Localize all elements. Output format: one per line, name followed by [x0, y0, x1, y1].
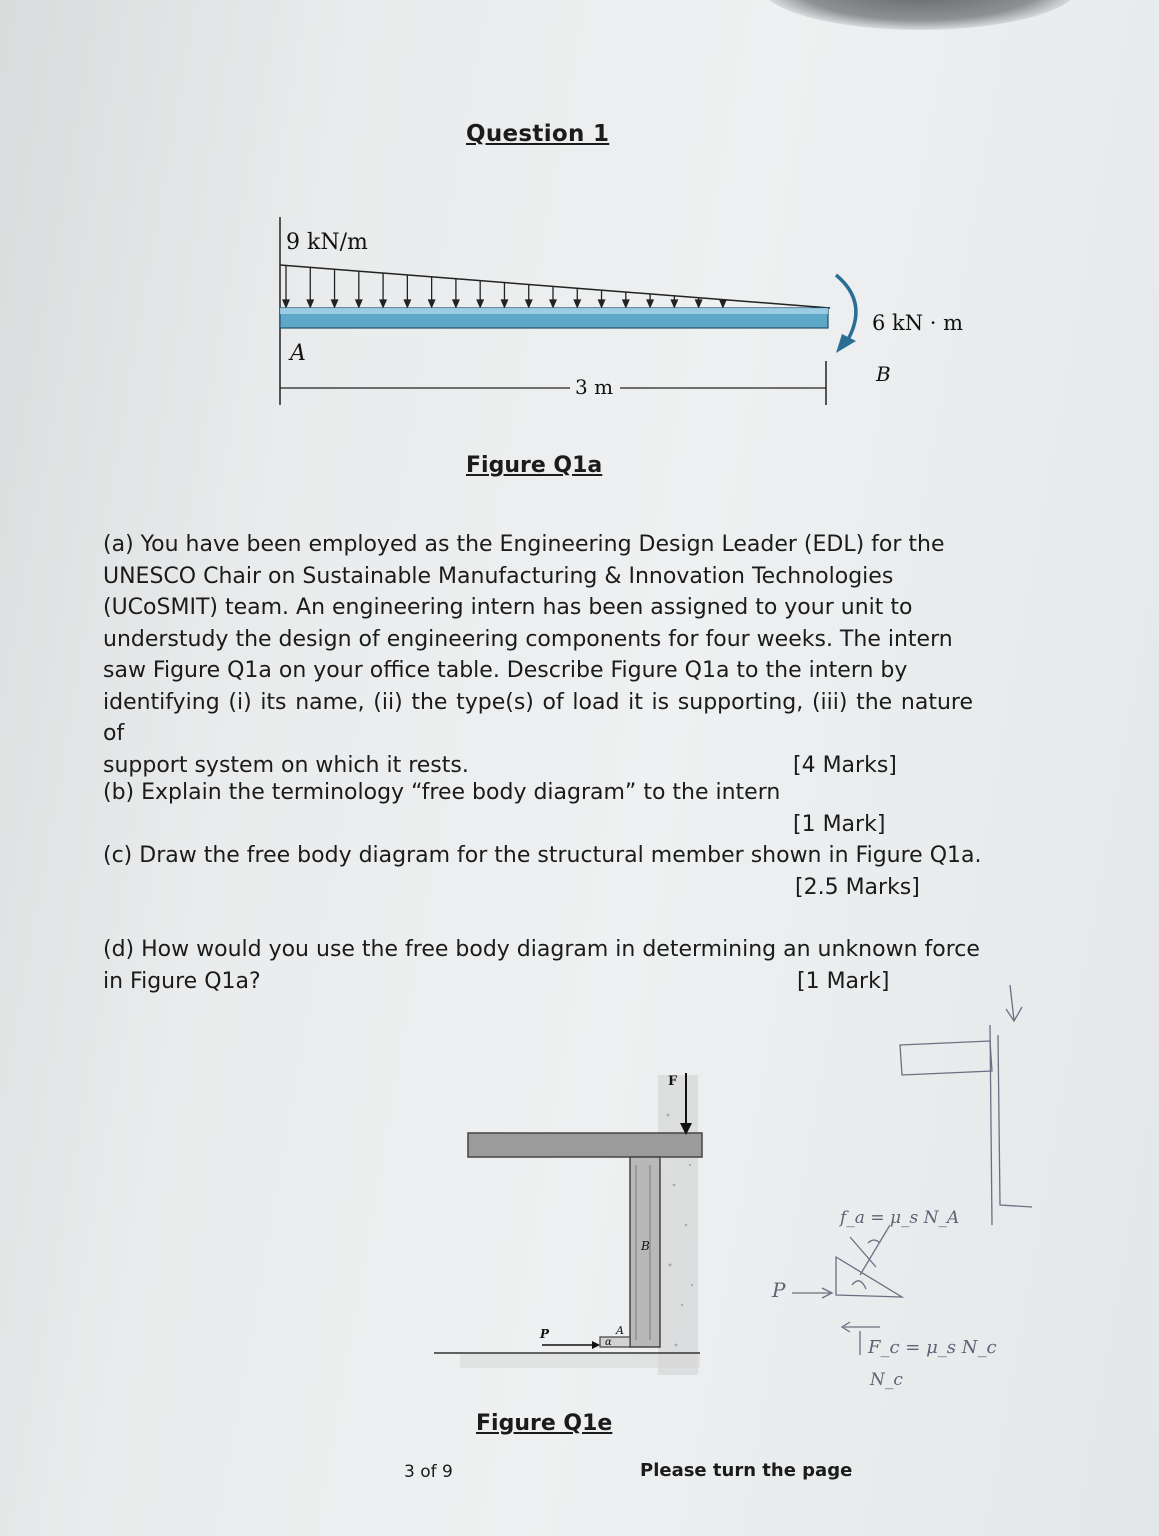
- load-arrowhead: [429, 300, 435, 307]
- load-arrowhead: [380, 300, 386, 307]
- figure-q1a-diagram: [270, 215, 990, 425]
- load-arrowhead: [574, 300, 580, 307]
- part-a-line: (UCoSMIT) team. An engineering intern has been assigned to your unit to: [103, 595, 913, 620]
- load-arrowhead: [332, 300, 338, 307]
- figure-q1e-caption: Figure Q1e: [476, 1411, 613, 1436]
- handwritten-normal-c: N_c: [870, 1370, 903, 1390]
- part-a-marks: [4 Marks]: [793, 752, 897, 778]
- part-d-line: (d) How would you use the free body diagram in determining an unknown force: [103, 937, 980, 962]
- horizontal-member: [468, 1133, 702, 1157]
- moment-label: 6 kN · m: [872, 311, 964, 335]
- load-arrowhead: [356, 300, 362, 307]
- part-a-line: identifying (i) its name, (ii) the type(s) of load it is supporting, (iii) the nature of: [103, 689, 973, 746]
- handwritten-p: P: [772, 1278, 786, 1302]
- load-arrowhead: [526, 300, 532, 307]
- load-arrowhead: [599, 300, 605, 307]
- part-a-text: [103, 529, 973, 781]
- part-b-marks: [1 Mark]: [793, 811, 886, 837]
- part-a-line: UNESCO Chair on Sustainable Manufacturing & Innovation Technologies: [103, 563, 894, 589]
- moment-arc: [836, 275, 856, 343]
- label-p: P: [540, 1327, 550, 1341]
- wall-texture: [658, 1075, 698, 1375]
- part-c-question: (c) Draw the free body diagram for the structural member shown in Figure Q1a.: [103, 843, 982, 868]
- handwritten-notes: [740, 975, 1040, 1415]
- sketch-normal-line: [860, 1225, 890, 1275]
- sketch-wall: [998, 1035, 1032, 1207]
- part-a-line: (a) You have been employed as the Engineering Design Leader (EDL) for the: [103, 532, 945, 557]
- length-label: 3 m: [575, 375, 614, 399]
- part-c-marks: [2.5 Marks]: [795, 874, 920, 900]
- load-arrowhead: [623, 300, 629, 307]
- part-d-marks: [1 Mark]: [797, 968, 890, 994]
- page-number: 3 of 9: [404, 1462, 453, 1482]
- part-b-text: [103, 777, 973, 840]
- load-arrowhead: [501, 300, 507, 307]
- label-b: B: [641, 1239, 650, 1253]
- figure-q1a-caption: Figure Q1a: [466, 453, 603, 478]
- part-b-question: (b) Explain the terminology “free body diagram” to the intern: [103, 780, 781, 805]
- load-arrowhead: [720, 300, 726, 307]
- sketch-block-top: [900, 1041, 992, 1075]
- load-label: 9 kN/m: [286, 230, 368, 255]
- label-a: A: [616, 1324, 624, 1337]
- handwritten-friction-a: f_a = μ_s N_A: [840, 1208, 960, 1228]
- question-title: Question 1: [466, 121, 610, 147]
- sketch-wedge: [836, 1257, 902, 1297]
- handwritten-friction-c: F_c = μ_s N_c: [868, 1337, 997, 1358]
- exam-page: [40, 15, 1159, 1536]
- load-arrowhead: [404, 300, 410, 307]
- label-alpha: α: [605, 1337, 612, 1348]
- load-arrowhead: [696, 300, 702, 307]
- load-arrowhead: [453, 300, 459, 307]
- part-a-line: support system on which it rests.: [103, 752, 469, 778]
- figure-q1e-diagram: [430, 1055, 740, 1395]
- support-b-label: B: [876, 362, 891, 386]
- load-arrowhead: [671, 300, 677, 307]
- part-a-line: saw Figure Q1a on your office table. Describe Figure Q1a to the intern by: [103, 658, 908, 683]
- turn-page-note: Please turn the page: [640, 1460, 853, 1481]
- support-a-label: A: [290, 341, 306, 366]
- part-c-text: [103, 840, 1003, 903]
- load-arrowhead: [550, 300, 556, 307]
- label-f: F: [668, 1074, 678, 1089]
- moment-arrowhead: [836, 334, 856, 353]
- part-d-line: in Figure Q1a?: [103, 968, 261, 994]
- load-arrows: [283, 265, 726, 307]
- load-arrowhead: [283, 300, 289, 307]
- part-a-line: understudy the design of engineering components for four weeks. The intern: [103, 626, 953, 652]
- load-arrowhead: [307, 300, 313, 307]
- load-arrowhead: [647, 300, 653, 307]
- load-arrowhead: [477, 300, 483, 307]
